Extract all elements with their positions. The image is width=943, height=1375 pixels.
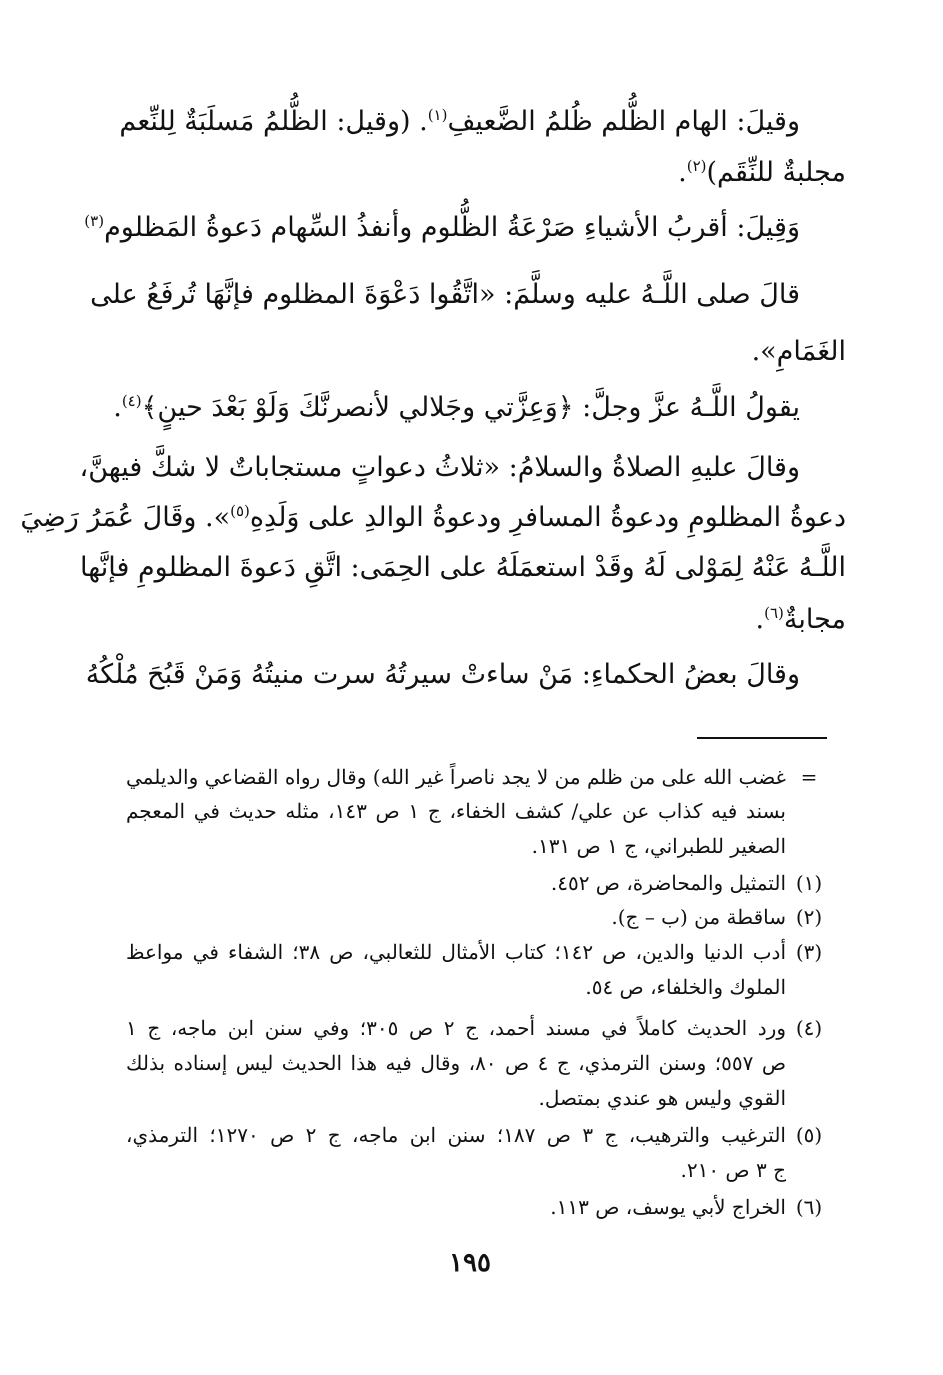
text-line: [79, 448, 800, 488]
footnote-text: غضب الله على من ظلم من لا يجد ناصراً غير الله) وقال رواه القضاعي والديلمي: [126, 765, 786, 789]
text-line: [20, 498, 846, 538]
footnote-line: القوي وليس هو عندي بمتصل.: [538, 1086, 786, 1110]
footnote-number: (٥): [795, 1123, 823, 1147]
line-text: وقيلَ: الهام الظُّلم ظُلمُ الضَّعيفِ: [447, 106, 800, 137]
footnote-marker[interactable]: (٣): [84, 212, 105, 230]
footnote-number: =: [800, 765, 818, 789]
text-line: [119, 102, 800, 142]
text-line: [678, 153, 846, 193]
line-tail: .: [113, 392, 122, 423]
line-text: وَقِيلَ: أقربُ الأشياءِ صَرْعَةُ الظُّلوم وأنفذُ السِّهام دَعوةُ المَظلوم: [104, 212, 800, 243]
footnote-marker[interactable]: (٥): [230, 502, 250, 520]
line-text: قالَ صلى اللَّـهُ عليه وسلَّمَ: «اتَّقُوا دَعْوَةَ المظلوم فإنَّهَا تُرفَعُ على: [90, 279, 800, 310]
line-text: الغَمَامِ».: [751, 336, 846, 367]
text-line: [85, 655, 800, 695]
footnote-marker[interactable]: (٤): [121, 392, 142, 410]
footnote-number: (٣): [795, 940, 823, 964]
footnote-number: (٤): [795, 1016, 823, 1040]
line-tail: .: [678, 157, 687, 188]
footnote-number: (٢): [795, 905, 823, 929]
footnote-marker[interactable]: (٦): [764, 604, 784, 622]
line-text: دعوةُ المظلومِ ودعوةُ المسافرِ ودعوةُ الوالدِ على وَلَدِهِ: [249, 502, 846, 533]
page-number: ١٩٥: [449, 1248, 491, 1278]
footnote-text: ساقطة من (ب – ج).: [611, 905, 786, 929]
text-line: [756, 600, 846, 640]
line-tail: ». وقَالَ عُمَرُ رَضِيَ: [20, 502, 231, 533]
footnote-separator: [697, 737, 827, 739]
footnote-line: بسند فيه كذاب عن علي/ كشف الخفاء، ج ١ ص ١٤٣، مثله حديث في المعجم: [126, 799, 786, 823]
line-text: اللَّـهُ عَنْهُ لِمَوْلى لَهُ وقَدْ استعمَلَهُ على الحِمَى: اتَّقِ دَعوةَ المظلومِ فإنَّها: [80, 552, 846, 583]
footnote-text: أدب الدنيا والدين، ص ١٤٢؛ كتاب الأمثال للثعالبي، ص ٣٨؛ الشفاء في مواعظ: [126, 940, 787, 964]
line-tail: . (وقيل: الظُّلمُ مَسلَبَةٌ لِلنِّعم: [119, 106, 428, 137]
footnote-number: (١): [795, 871, 823, 895]
footnote-text: ورد الحديث كاملاً في مسند أحمد، ج ٢ ص ٣٠٥؛ وفي سنن ابن ماجه، ج ١: [126, 1016, 786, 1040]
text-line: [84, 208, 800, 248]
text-line: [752, 332, 846, 372]
text-line: [90, 275, 800, 315]
text-line: [80, 548, 846, 588]
line-text: مجابةٌ: [783, 604, 846, 635]
footnote-line: الملوك والخلفاء، ص ٥٤.: [585, 975, 786, 999]
footnote-line: ص ٥٥٧؛ وسنن الترمذي، ج ٤ ص ٨٠، وقال فيه هذا الحديث ليس إسناده بذلك: [126, 1051, 786, 1075]
footnote-text: الترغيب والترهيب، ج ٣ ص ١٨٧؛ سنن ابن ماجه، ج ٢ ص ١٢٧٠؛ الترمذي،: [126, 1123, 786, 1147]
footnote-marker[interactable]: (١): [427, 106, 448, 124]
footnote-number: (٦): [795, 1195, 823, 1219]
line-text: مجلبةٌ للنِّقَم): [706, 157, 846, 188]
footnote-marker[interactable]: (٢): [686, 157, 707, 175]
footnote-line: ج ٣ ص ٢١٠.: [680, 1158, 786, 1182]
line-text: وقالَ عليهِ الصلاةُ والسلامُ: «ثلاثُ دعواتٍ مستجاباتٌ لا شكَّ فيهنَّ،: [79, 452, 800, 483]
text-line: [113, 388, 800, 428]
footnote-text: الخراج لأبي يوسف، ص ١١٣.: [550, 1195, 786, 1219]
line-text: وقالَ بعضُ الحكماءِ: مَنْ ساءتْ سيرتُهُ سرت منيتُهُ وَمَنْ قَبُحَ مُلْكُهُ: [85, 659, 800, 690]
footnote-line: الصغير للطبراني، ج ١ ص ١٣١.: [531, 834, 786, 858]
footnote-text: التمثيل والمحاضرة، ص ٤٥٢.: [550, 871, 786, 895]
line-tail: .: [755, 604, 765, 635]
line-text: يقولُ اللَّـهُ عزَّ وجلَّ: ﴿وَعِزَّتي وجَلالي لأنصرنَّكَ وَلَوْ بَعْدَ حينٍ﴾: [141, 392, 800, 423]
